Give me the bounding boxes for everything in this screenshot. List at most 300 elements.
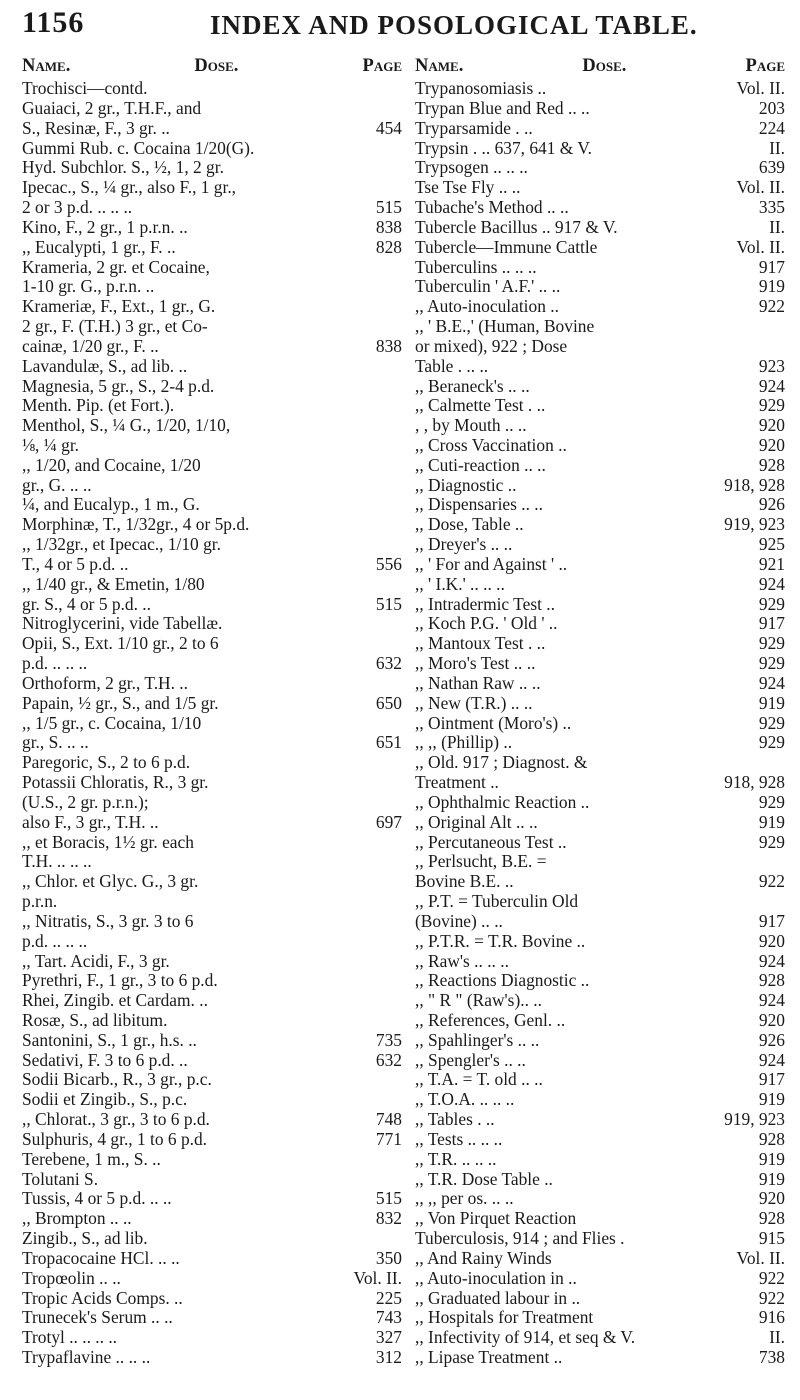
entry-page-ref: 922 [758,871,785,892]
entry-text: ,, Raw's .. .. .. [415,951,509,971]
index-entry [415,991,785,1011]
entry-text: 2 or 3 p.d. .. .. .. [22,198,133,218]
index-entry [415,833,785,853]
entry-text: ,, Infectivity of 914, et seq & V. [415,1328,636,1348]
entry-page-ref: 327 [375,1327,402,1348]
index-entry [22,654,402,674]
entry-page-ref: 928 [758,454,785,475]
index-entry [415,258,785,278]
entry-text: ,, Calmette Test . .. [415,396,546,416]
index-entry [22,377,402,397]
entry-page-ref: 919 [758,1089,785,1110]
index-entry [415,793,785,813]
index-entry [415,139,785,159]
entry-text: ¼, and Eucalyp., 1 m., G. [22,495,200,515]
entry-text: ,, Chlor. et Glyc. G., 3 gr. [22,872,199,892]
index-entry [415,1209,785,1229]
entry-page-ref: 651 [375,732,402,753]
entry-page-ref: 921 [758,553,785,574]
entry-text: Tubercle Bacillus .. 917 & V. [415,217,618,237]
entry-text: gr. S., 4 or 5 p.d. .. [22,594,151,614]
index-entry [415,495,785,515]
index-entry [415,714,785,734]
index-entry [415,971,785,991]
index-entry [22,694,402,714]
entry-text: Hyd. Subchlor. S., ½, 1, 2 gr. [22,158,224,178]
index-entry [415,1150,785,1170]
index-entry [415,555,785,575]
entry-text: ,, ' For and Against ' .. [415,554,568,574]
entry-page-ref: 828 [375,236,402,257]
entry-text: Orthoform, 2 gr., T.H. .. [22,673,188,693]
index-entry [415,238,785,258]
entry-text: Tussis, 4 or 5 p.d. .. .. [22,1189,172,1209]
entry-text: Terebene, 1 m., S. .. [22,1149,161,1169]
entry-page-ref: 203 [758,97,785,118]
entry-page-ref: 639 [758,157,785,178]
index-entry [22,79,402,99]
entry-text: Menth. Pip. (et Fort.). [22,396,175,416]
entry-text: ,, Ointment (Moro's) .. [415,713,572,733]
entry-text: S., Resinæ, F., 3 gr. .. [22,118,170,138]
entry-text: gr., G. .. .. [22,475,92,495]
index-entry [22,813,402,833]
entry-text: Tuberculosis, 914 ; and Flies . [415,1229,625,1249]
entry-text: p.r.n. [22,892,58,912]
entry-text: ,, Von Pirquet Reaction [415,1209,577,1229]
entry-page-ref: 832 [375,1208,402,1229]
entry-text: Sedativi, F. 3 to 6 p.d. .. [22,1050,188,1070]
index-entry [22,1269,402,1289]
page-number: 1156 [22,6,85,39]
entry-page-ref: II. [769,1327,785,1348]
entry-text: ,, Spahlinger's .. .. [415,1030,540,1050]
index-entry [22,198,402,218]
entry-page-ref: 919 [758,811,785,832]
index-entry [22,575,402,595]
index-entry [22,833,402,853]
entry-text: (U.S., 2 gr. p.r.n.); [22,792,149,812]
entry-text: Trypaflavine .. .. .. [22,1348,151,1368]
entry-page-ref: II. [769,216,785,237]
entry-text: Papain, ½ gr., S., and 1/5 gr. [22,693,219,713]
index-entry [22,892,402,912]
entry-text: ,, Mantoux Test . .. [415,634,546,654]
entry-text: Sodii Bicarb., R., 3 gr., p.c. [22,1070,212,1090]
entry-text: Gummi Rub. c. Cocaina 1/20(G). [22,138,255,158]
entry-text: Tropacocaine HCl. .. .. [22,1248,180,1268]
entry-page-ref: 922 [758,296,785,317]
index-entry [22,1328,402,1348]
entry-page-ref: 919 [758,1168,785,1189]
entry-text: ,, Cross Vaccination .. [415,435,567,455]
entry-text: ,, And Rainy Winds [415,1248,552,1268]
index-entry [22,178,402,198]
entry-page-ref: 919, 923 [724,514,785,535]
index-entry [415,1348,785,1368]
entry-text: ,, ' I.K.' .. .. .. [415,574,505,594]
entry-page-ref: 838 [375,216,402,237]
entry-page-ref: 632 [375,1049,402,1070]
index-entry [22,793,402,813]
entry-text: ,, Eucalypti, 1 gr., F. .. [22,237,176,257]
entry-page-ref: 916 [758,1307,785,1328]
index-entry [22,932,402,952]
entry-page-ref: 922 [758,1287,785,1308]
entry-page-ref: Vol. II. [736,1247,785,1268]
index-entry [22,158,402,178]
entry-page-ref: Vol. II. [736,78,785,99]
entry-text: Tryparsamide . .. [415,118,533,138]
index-entry [22,1110,402,1130]
right-entry-list [415,79,785,1368]
index-entry [415,218,785,238]
index-entry [415,198,785,218]
index-entry [415,852,785,872]
entry-text: Ipecac., S., ¼ gr., also F., 1 gr., [22,178,237,198]
entry-text: Tubache's Method .. .. [415,198,569,218]
index-entry [415,694,785,714]
entry-text: Bovine B.E. .. [415,872,514,892]
entry-page-ref: 917 [758,1069,785,1090]
entry-page-ref: 224 [758,117,785,138]
index-entry [415,614,785,634]
index-entry [22,634,402,654]
entry-text: Tolutani S. [22,1169,99,1189]
index-entry [415,297,785,317]
entry-text: ,, Hospitals for Treatment [415,1308,594,1328]
entry-text: Kino, F., 2 gr., 1 p.r.n. .. [22,217,188,237]
entry-page-ref: Vol. II. [353,1267,402,1288]
index-entry [415,416,785,436]
index-entry [22,238,402,258]
index-entry [22,714,402,734]
index-entry [22,1308,402,1328]
index-entry [415,277,785,297]
index-entry [22,1189,402,1209]
entry-text: ,, Graduated labour in .. [415,1288,581,1308]
entry-text: ,, Nathan Raw .. .. [415,673,541,693]
index-entry [22,1011,402,1031]
index-entry [22,1229,402,1249]
entry-page-ref: 929 [758,732,785,753]
entry-page-ref: 919, 923 [724,1109,785,1130]
index-entry [22,971,402,991]
index-entry [415,357,785,377]
entry-text: ,, Dreyer's .. .. [415,535,513,555]
name-heading: Name. [22,56,71,76]
page-heading: Page [362,56,402,76]
dose-heading: Dose. [582,56,627,76]
entry-text: ,, ' B.E.,' (Human, Bovine [415,317,595,337]
entry-text: Sulphuris, 4 gr., 1 to 6 p.d. [22,1129,208,1149]
index-entry [415,1328,785,1348]
index-entry [415,1090,785,1110]
entry-page-ref: 928 [758,1128,785,1149]
entry-page-ref: 924 [758,375,785,396]
entry-text: Tuberculin ' A.F.' .. .. [415,277,561,297]
entry-page-ref: 743 [375,1307,402,1328]
entry-text: Krameriæ, F., Ext., 1 gr., G. [22,297,216,317]
entry-page-ref: 919 [758,1148,785,1169]
entry-page-ref: 929 [758,791,785,812]
entry-text: Magnesia, 5 gr., S., 2-4 p.d. [22,376,215,396]
index-entry [22,99,402,119]
index-entry [22,674,402,694]
entry-text: Paregoric, S., 2 to 6 p.d. [22,753,191,773]
entry-text: Tse Tse Fly .. .. [415,178,521,198]
index-entry [22,952,402,972]
index-entry [22,912,402,932]
entry-text: ,, 1/20, and Cocaine, 1/20 [22,455,201,475]
entry-page-ref: 917 [758,613,785,634]
entry-text: cainæ, 1/20 gr., F. .. [22,336,159,356]
index-entry [22,773,402,793]
index-entry [22,1150,402,1170]
index-entry [22,416,402,436]
entry-page-ref: 919 [758,692,785,713]
entry-text: ,, Nitratis, S., 3 gr. 3 to 6 [22,911,194,931]
entry-text: , , by Mouth .. .. [415,416,527,436]
entry-text: ,, P.T. = Tuberculin Old [415,892,579,912]
entry-page-ref: 515 [375,1188,402,1209]
entry-page-ref: 929 [758,633,785,654]
entry-page-ref: 771 [375,1128,402,1149]
entry-text: ,, Dispensaries .. .. [415,495,543,515]
entry-text: Pyrethri, F., 1 gr., 3 to 6 p.d. [22,971,218,991]
index-entry [415,1011,785,1031]
index-entry [415,337,785,357]
entry-page-ref: 915 [758,1228,785,1249]
entry-text: Trypanosomiasis .. [415,79,547,99]
right-column-header [415,56,785,77]
entry-text: ,, 1/40 gr., & Emetin, 1/80 [22,574,205,594]
index-entry [22,1031,402,1051]
index-entry [415,79,785,99]
index-entry [22,357,402,377]
index-entry [22,555,402,575]
entry-page-ref: 922 [758,1267,785,1288]
left-column-header [22,56,402,77]
index-entry [415,1269,785,1289]
entry-text: ,, Tests .. .. .. [415,1129,503,1149]
index-entry [415,1308,785,1328]
index-entry [415,1070,785,1090]
entry-text: ,, References, Genl. .. [415,1011,566,1030]
index-entry [415,1130,785,1150]
entry-text: Nitroglycerini, vide Tabellæ. [22,614,223,634]
entry-page-ref: 918, 928 [724,772,785,793]
index-entry [415,456,785,476]
entry-page-ref: 225 [375,1287,402,1308]
index-entry [22,337,402,357]
entry-text: ,, Auto-inoculation .. [415,297,559,317]
entry-text: Tropic Acids Comps. .. [22,1288,183,1308]
index-entry [22,218,402,238]
entry-text: 2 gr., F. (T.H.) 3 gr., et Co- [22,317,208,337]
index-entry [415,1051,785,1071]
entry-text: ,, Reactions Diagnostic .. [415,971,590,991]
entry-text: ,, Beraneck's .. .. [415,376,530,396]
entry-text: ,, ,, (Phillip) .. [415,733,513,753]
index-entry [415,515,785,535]
entry-text: ,, Koch P.G. ' Old ' .. [415,614,558,634]
entry-page-ref: Vol. II. [736,236,785,257]
entry-text: ,, Chlorat., 3 gr., 3 to 6 p.d. [22,1110,210,1130]
entry-text: ,, et Boracis, 1½ gr. each [22,832,194,852]
running-title: INDEX AND POSOLOGICAL TABLE. [210,10,698,40]
entry-page-ref: 454 [375,117,402,138]
entry-text: Trypsin . .. 637, 641 & V. [415,138,593,158]
index-entry [22,1090,402,1110]
index-entry [415,1249,785,1269]
entry-text: Sodii et Zingib., S., p.c. [22,1090,188,1110]
index-entry [415,1289,785,1309]
index-entry [415,158,785,178]
index-entry [415,773,785,793]
entry-text: also F., 3 gr., T.H. .. [22,812,159,832]
index-entry [415,1189,785,1209]
index-entry [22,495,402,515]
index-entry [415,872,785,892]
entry-page-ref: 929 [758,593,785,614]
entry-text: Potassii Chloratis, R., 3 gr. [22,773,209,793]
entry-text: p.d. .. .. .. [22,931,88,951]
index-entry [22,277,402,297]
index-entry [22,1070,402,1090]
entry-page-ref: 924 [758,990,785,1011]
index-entry [415,1170,785,1190]
entry-text: ,, Diagnostic .. [415,475,517,495]
entry-text: Krameria, 2 gr. et Cocaine, [22,257,210,277]
entry-text: ,, Dose, Table .. [415,515,524,535]
index-entry [415,892,785,912]
entry-text: Tubercle—Immune Cattle [415,237,598,257]
entry-text: ,, Percutaneous Test .. [415,832,567,852]
entry-page-ref: 312 [375,1347,402,1368]
index-entry [415,1110,785,1130]
entry-page-ref: 925 [758,534,785,555]
entry-text: Trunecek's Serum .. .. [22,1308,173,1328]
entry-page-ref: 748 [375,1109,402,1130]
entry-text: ,, Perlsucht, B.E. = [415,852,547,872]
index-entry [22,872,402,892]
index-entry [415,813,785,833]
index-entry [415,733,785,753]
index-entry [22,614,402,634]
entry-page-ref: 924 [758,1049,785,1070]
entry-page-ref: 929 [758,831,785,852]
entry-text: Tuberculins .. .. .. [415,257,537,277]
entry-page-ref: 924 [758,672,785,693]
index-entry [22,595,402,615]
entry-text: Tropœolin .. .. [22,1268,121,1288]
index-entry [22,515,402,535]
index-entry [22,535,402,555]
entry-page-ref: 350 [375,1247,402,1268]
index-entry [415,178,785,198]
index-entry [415,753,785,773]
entry-page-ref: 923 [758,355,785,376]
entry-text: ,, " R " (Raw's).. .. [415,991,542,1011]
entry-page-ref: II. [769,137,785,158]
entry-text: Table . .. .. [415,356,489,376]
entry-text: Rosæ, S., ad libitum. [22,1011,168,1030]
entry-page-ref: 697 [375,811,402,832]
index-entry [415,476,785,496]
index-entry [415,535,785,555]
entry-page-ref: 926 [758,494,785,515]
entry-page-ref: 920 [758,930,785,951]
entry-page-ref: 924 [758,573,785,594]
name-heading: Name. [415,56,464,76]
entry-text: ,, T.R. .. .. .. [415,1149,497,1169]
entry-text: ,, Brompton .. .. [22,1209,132,1229]
entry-text: ,, Old. 917 ; Diagnost. & [415,753,588,773]
entry-text: Trochisci—contd. [22,79,148,99]
entry-text: Trypan Blue and Red .. .. [415,98,590,118]
entry-page-ref: 917 [758,910,785,931]
index-entry [415,377,785,397]
entry-text: 1-10 gr. G., p.r.n. .. [22,277,155,297]
entry-text: ,, P.T.R. = T.R. Bovine .. [415,931,586,951]
index-entry [22,1348,402,1368]
index-entry [22,852,402,872]
entry-text: ,, New (T.R.) .. .. [415,693,533,713]
index-entry [22,258,402,278]
entry-page-ref: 928 [758,1208,785,1229]
entry-text: ,, 1/5 gr., c. Cocaina, 1/10 [22,713,202,733]
entry-text: T.H. .. .. .. [22,852,92,872]
entry-text: ,, Spengler's .. .. [415,1050,526,1070]
index-entry [22,297,402,317]
index-entry [415,674,785,694]
entry-text: Opii, S., Ext. 1/10 gr., 2 to 6 [22,634,219,654]
entry-page-ref: 920 [758,415,785,436]
index-entry [415,595,785,615]
entry-page-ref: 650 [375,692,402,713]
index-entry [415,436,785,456]
index-entry [415,317,785,337]
entry-text: ,, T.R. Dose Table .. [415,1169,553,1189]
entry-text: ,, Auto-inoculation in .. [415,1268,577,1288]
entry-text: gr., S. .. .. [22,733,89,753]
entry-text: ,, Intradermic Test .. [415,594,555,614]
entry-text: (Bovine) .. .. [415,911,503,931]
entry-text: ,, Original Alt .. .. [415,812,538,832]
entry-page-ref: 929 [758,395,785,416]
index-entry [22,139,402,159]
page-heading: Page [745,56,785,76]
entry-page-ref: 928 [758,970,785,991]
index-entry [415,654,785,674]
left-entry-list [22,79,402,1368]
index-entry [22,119,402,139]
entry-page-ref: 738 [758,1347,785,1368]
index-entry [415,932,785,952]
entry-text: ,, Tart. Acidi, F., 3 gr. [22,951,170,971]
index-entry [22,436,402,456]
index-entry [22,991,402,1011]
entry-text: Santonini, S., 1 gr., h.s. .. [22,1030,197,1050]
entry-text: ,, 1/32gr., et Ipecac., 1/10 gr. [22,535,221,555]
right-column [415,56,785,1368]
entry-text: ,, T.A. = T. old .. .. [415,1070,543,1090]
entry-page-ref: 917 [758,256,785,277]
entry-page-ref: 920 [758,434,785,455]
entry-page-ref: 929 [758,712,785,733]
index-entry [415,575,785,595]
